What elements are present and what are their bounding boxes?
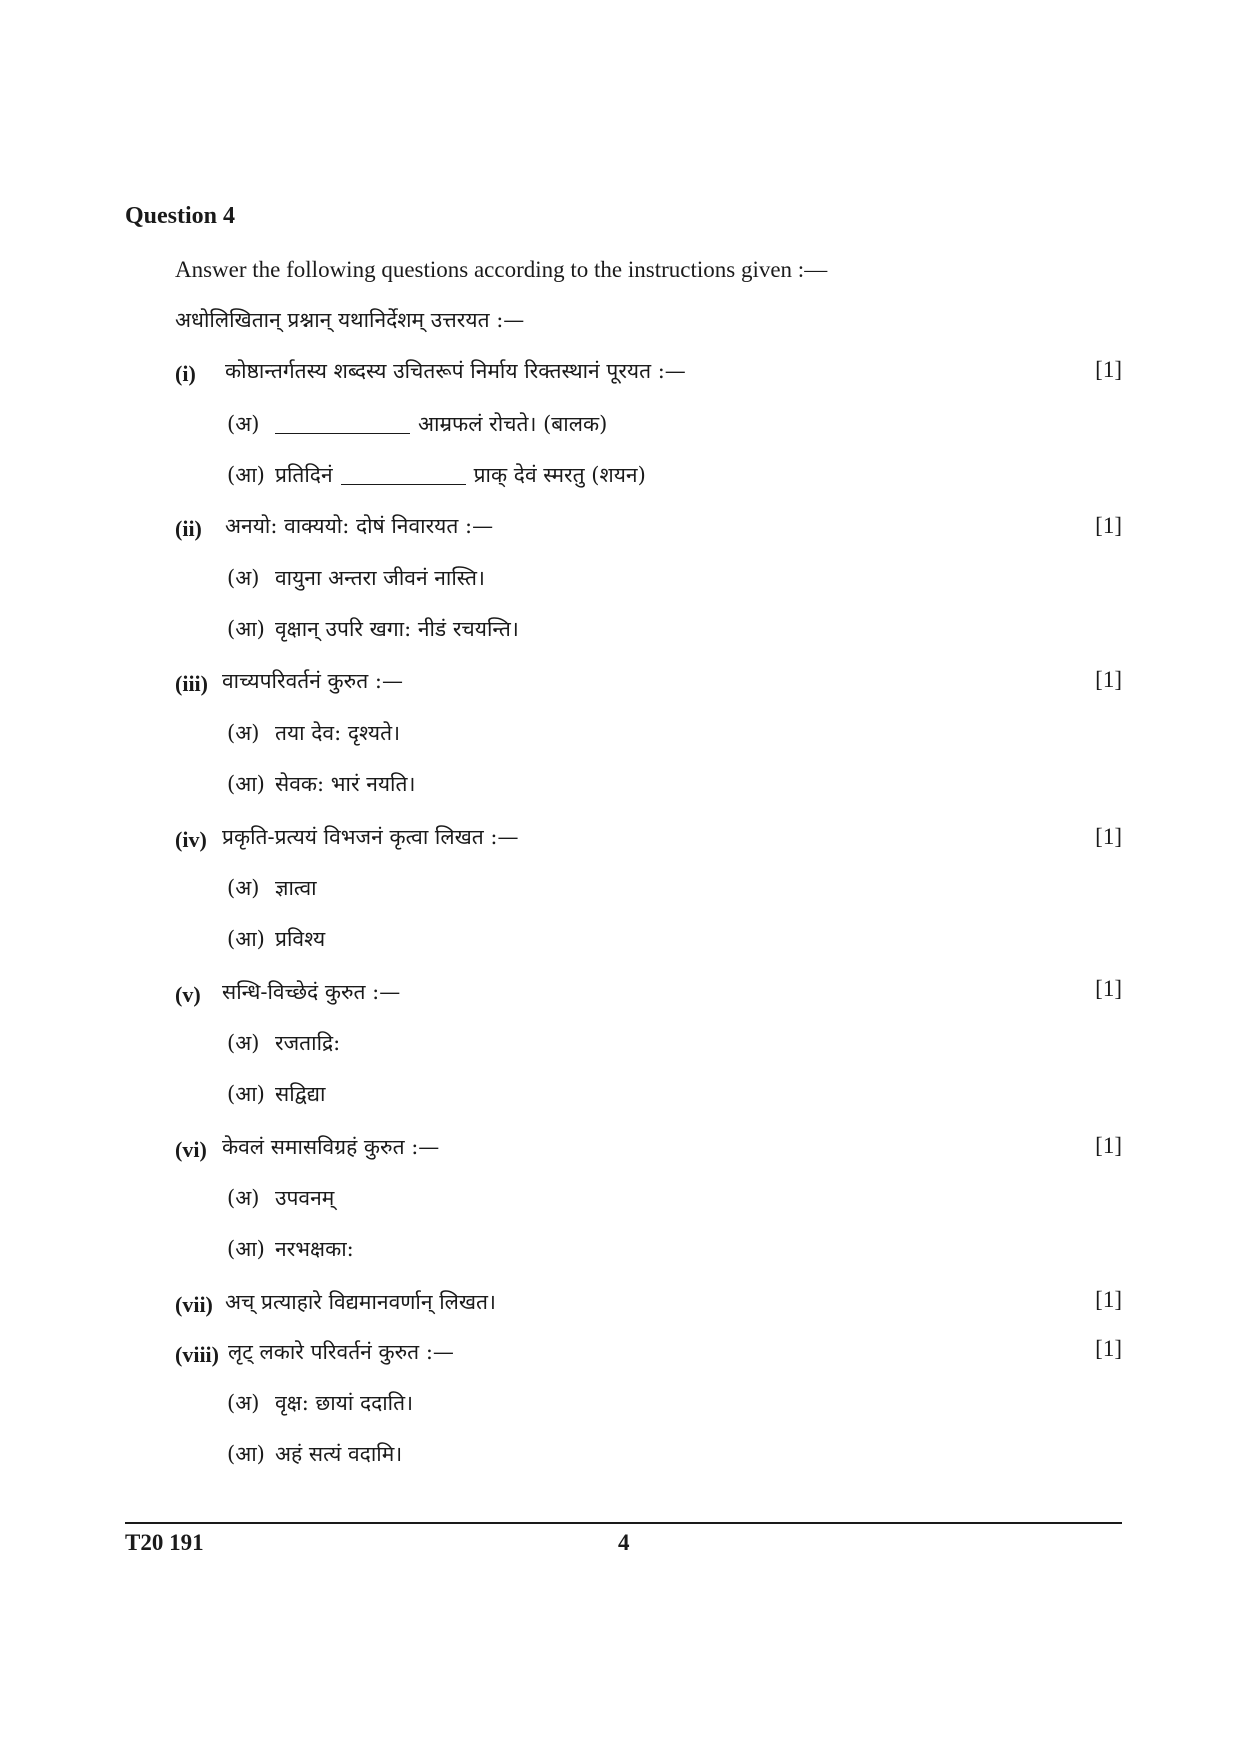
sub-item-text: आम्रफलं रोचते। (बालक) [418, 412, 608, 436]
sub-item [227, 878, 317, 899]
item-text: सन्धि-विच्छेदं कुरुत :— [222, 980, 401, 1004]
sub-item-text: प्राक् देवं स्मरतु (शयन) [473, 463, 646, 487]
item-text: प्रकृति-प्रत्ययं विभजनं कृत्वा लिखत :— [222, 825, 519, 849]
sub-item-text: प्रतिदिनं [275, 463, 333, 487]
instruction-english: Answer the following questions according to the instructions given :— [175, 257, 828, 282]
sub-item [227, 465, 646, 486]
sub-item [227, 774, 415, 795]
sub-item-text: उपवनम् [275, 1186, 335, 1210]
item-number: (iv) [175, 827, 207, 852]
footer-divider [125, 1522, 1122, 1524]
sub-item-text: अहं सत्यं वदामि। [275, 1442, 403, 1466]
sub-item-label: (अ) [227, 876, 260, 900]
sub-item-text: वृक्ष: छायां ददाति। [275, 1391, 414, 1415]
sub-item-label: (अ) [227, 566, 260, 590]
instruction-sanskrit: अधोलिखितान् प्रश्नान् यथानिर्देशम् उत्तरयत :— [175, 308, 525, 332]
item-marks: [1] [1095, 513, 1122, 538]
item-number: (v) [175, 982, 201, 1007]
sub-item-label: (अ) [227, 721, 260, 745]
sub-item-label: (आ) [227, 617, 265, 641]
sub-item-label: (आ) [227, 1442, 265, 1466]
sub-item [227, 414, 607, 435]
item-text: कोष्ठान्तर्गतस्य शब्दस्य उचितरूपं निर्माय रिक्तस्थानं पूरयत :— [225, 359, 686, 383]
sub-item-label: (आ) [227, 1237, 265, 1261]
sub-item [227, 1444, 402, 1465]
page-number: 4 [618, 1530, 630, 1555]
item-text: लृट् लकारे परिवर्तनं कुरुत :— [228, 1340, 454, 1364]
sub-item-text: वृक्षान् उपरि खगा: नीडं रचयन्ति। [275, 617, 519, 641]
item-text: अनयो: वाक्ययो: दोषं निवारयत :— [225, 514, 494, 538]
item-marks: [1] [1095, 667, 1122, 692]
item-marks: [1] [1095, 1336, 1122, 1361]
item-text: वाच्यपरिवर्तनं कुरुत :— [222, 669, 403, 693]
item-number: (iii) [175, 671, 208, 696]
sub-item [227, 1239, 354, 1260]
sub-item-text: तया देव: दृश्यते। [275, 721, 401, 745]
sub-item-label: (आ) [227, 463, 265, 487]
sub-item [227, 929, 325, 950]
sub-item [227, 1084, 325, 1105]
sub-item-text: सेवक: भारं नयति। [275, 772, 416, 796]
sub-item-text: ज्ञात्वा [275, 876, 317, 900]
sub-item-label: (अ) [227, 1186, 260, 1210]
blank-line [341, 484, 466, 485]
sub-item-label: (आ) [227, 927, 265, 951]
item-text: अच् प्रत्याहारे विद्यमानवर्णान् लिखत। [225, 1290, 496, 1314]
blank-line [275, 433, 410, 434]
sub-item [227, 1188, 334, 1209]
question-title: Question 4 [125, 203, 236, 229]
item-number: (vii) [175, 1292, 213, 1317]
sub-item-text: प्रविश्य [275, 927, 326, 951]
sub-item-label: (अ) [227, 412, 260, 436]
paper-code: T20 191 [125, 1530, 204, 1555]
item-number: (viii) [175, 1342, 219, 1367]
sub-item [227, 1033, 340, 1054]
sub-item-text: रजताद्रि: [275, 1031, 341, 1055]
item-marks: [1] [1095, 824, 1122, 849]
item-marks: [1] [1095, 1133, 1122, 1158]
sub-item-text: वायुना अन्तरा जीवनं नास्ति। [275, 566, 485, 590]
sub-item-label: (अ) [227, 1031, 260, 1055]
sub-item [227, 1393, 413, 1414]
sub-item-label: (आ) [227, 1082, 265, 1106]
item-text: केवलं समासविग्रहं कुरुत :— [222, 1135, 440, 1159]
sub-item [227, 619, 519, 640]
item-number: (ii) [175, 516, 202, 541]
item-number: (i) [175, 361, 196, 386]
sub-item-label: (अ) [227, 1391, 260, 1415]
sub-item-text: सद्विद्या [275, 1082, 326, 1106]
sub-item-text: नरभक्षका: [275, 1237, 354, 1261]
item-marks: [1] [1095, 976, 1122, 1001]
sub-item-label: (आ) [227, 772, 265, 796]
item-marks: [1] [1095, 1287, 1122, 1312]
sub-item [227, 723, 400, 744]
sub-item [227, 568, 485, 589]
item-marks: [1] [1095, 357, 1122, 382]
item-number: (vi) [175, 1137, 207, 1162]
